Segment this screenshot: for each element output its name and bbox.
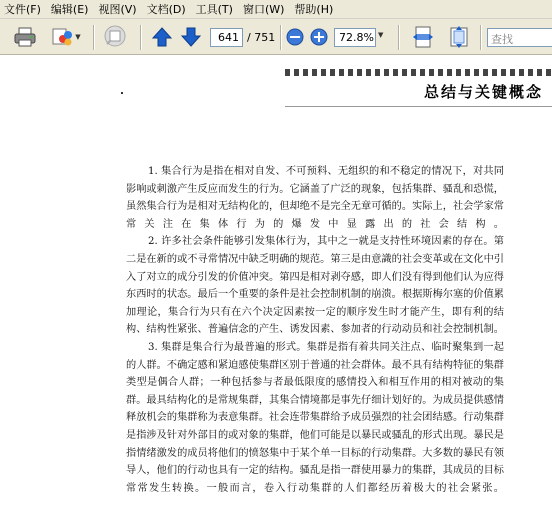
header-rule (285, 106, 552, 107)
arrow-up-icon (151, 26, 173, 48)
header-decoration (285, 69, 552, 76)
menu-document[interactable]: 文档(D) (146, 3, 186, 16)
document-page (0, 56, 552, 508)
menu-help[interactable]: 帮助(H) (294, 3, 334, 16)
toolbar-separator (140, 25, 142, 50)
arrow-down-icon (180, 26, 202, 48)
print-icon (13, 26, 37, 48)
page-number-input[interactable]: 641 (210, 28, 243, 47)
fit-page-button[interactable] (447, 25, 471, 49)
zoom-out-button[interactable] (285, 27, 305, 47)
next-page-button[interactable] (179, 26, 203, 48)
chevron-down-icon: ▼ (75, 33, 81, 41)
menu-file[interactable]: 文件(F) (4, 3, 41, 16)
toolbar (0, 19, 552, 55)
toolbar-separator (398, 25, 400, 50)
zoom-dropdown-icon[interactable]: ▼ (378, 31, 384, 39)
zoom-input[interactable]: 72.8% (334, 28, 376, 47)
chapter-title: 总结与关键概念 (424, 83, 544, 101)
toolbar-separator (480, 25, 482, 50)
menu-edit[interactable]: 编辑(E) (50, 3, 89, 16)
menu-window[interactable]: 窗口(W) (242, 3, 285, 16)
zoom-in-icon (310, 28, 328, 46)
page-mark (121, 92, 123, 94)
zoom-in-button[interactable] (309, 27, 329, 47)
fit-width-button[interactable] (411, 25, 435, 49)
fit-width-icon (412, 25, 434, 49)
share-icon (51, 26, 75, 48)
print-button[interactable] (11, 25, 39, 49)
comment-button[interactable] (100, 24, 130, 50)
previous-page-button[interactable] (150, 26, 174, 48)
menu-bar (0, 0, 552, 19)
paragraph-3: 3. 集群是集合行为最普遍的形式。集群是指有着共同关注点、临时聚集到一起的人群。不确定感和紧迫感使集群区别于普通的社会群体。最不具有结构特征的集群类型是偶合人群；一种包括参与者最低限度的感情投入和相互作用的相对被动的集群。最具结构化的是常规集群，其集合情境都是事先仔细计划好的。为成员提供感情释放机会的集群称为表意集群。社会连带集群给予成员强烈的社会团结感。行动集群是指涉及针对外部目的或对象的集群，他们可能是以暴民或骚乱的形式出现。暴民是指情绪激发的成员将他们的愤怒集中于某个单一目标的行动集群。大多数的暴民有领导人，他们的行动也具有一定的结构。骚乱是指一群使用暴力的集群，其成员的目标常常发生转换。一般而言，卷入行动集群的人们都经历着极大的社会紧张。 (126, 341, 504, 494)
comment-icon (101, 24, 129, 50)
document-body (126, 163, 504, 497)
menu-tools[interactable]: 工具(T) (195, 3, 233, 16)
page-total: / 751 (247, 31, 276, 44)
paragraph-2: 2. 许多社会条件能够引发集体行为，其中之一就是支持性环境因素的存在。第二是在新的或不寻常情况中缺乏明确的规范。第三是由意識的社会变革或在文化中引入了对立的成分引发的价值冲突。第四是相对剥夺感，即人们没有得到他们认为应得东西时的状态。最后一个重要的条件是社会控制机制的崩溃。根据斯梅尔塞的价值累加理论，集合行为只有在六个决定因素按一定的顺序发生时才能产生，即有利的结构、结构性紧张、普遍信念的产生、诱发因素、参加者的行动动员和社会控制机制。 (126, 236, 504, 336)
zoom-out-icon (286, 28, 304, 46)
paragraph-1: 1. 集合行为是指在相对自发、不可预料、无组织的和不稳定的情况下，对共同影响或刺激产生反应而发生的行为。它涵盖了广泛的现象，包括集群、骚乱和恐慌，虽然集合行为是相对无结构化的，但却绝不是完全无章可循的。实际上，社会学家常常关注在集体行为的爆发中显露出的社会结构。 (126, 166, 504, 230)
search-input[interactable]: 查找 (487, 28, 552, 47)
menu-view[interactable]: 视图(V) (98, 3, 137, 16)
toolbar-separator (280, 25, 282, 50)
share-button[interactable] (48, 25, 84, 49)
toolbar-separator (93, 25, 95, 50)
fit-page-icon (448, 25, 470, 49)
